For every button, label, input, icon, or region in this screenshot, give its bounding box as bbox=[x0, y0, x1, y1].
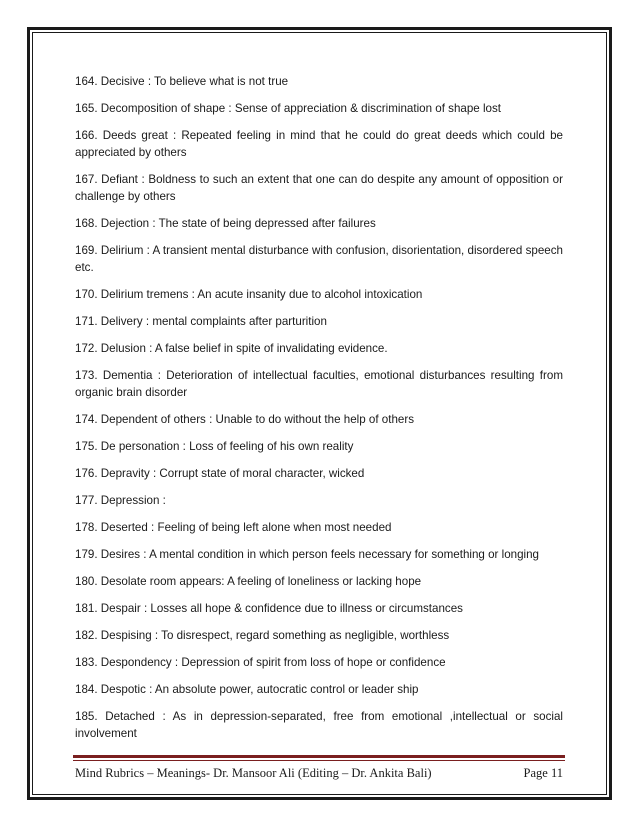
glossary-entry: 183. Despondency : Depression of spirit from loss of hope or confidence bbox=[75, 656, 446, 669]
glossary-entry: 165. Decomposition of shape : Sense of appreciation & discrimination of shape lost bbox=[75, 102, 501, 115]
glossary-entry: 167. Defiant : Boldness to such an extent that one can do despite any amount of opposition or challenge by others bbox=[75, 173, 563, 203]
glossary-entry: 168. Dejection : The state of being depressed after failures bbox=[75, 217, 376, 230]
glossary-entry: 173. Dementia : Deterioration of intellectual faculties, emotional disturbances resulting from organic brain disorder bbox=[75, 369, 563, 399]
glossary-entry: 164. Decisive : To believe what is not true bbox=[75, 75, 289, 88]
footer-rule bbox=[73, 755, 565, 758]
glossary-entry: 180. Desolate room appears: A feeling of loneliness or lacking hope bbox=[75, 575, 422, 588]
glossary-entry: 169. Delirium : A transient mental disturbance with confusion, disorientation, disordered speech etc. bbox=[75, 244, 563, 274]
footer-rule-thin bbox=[73, 760, 565, 761]
glossary-entry: 171. Delivery : mental complaints after parturition bbox=[75, 315, 327, 328]
glossary-entry: 178. Deserted : Feeling of being left alone when most needed bbox=[75, 521, 392, 534]
glossary-entry: 185. Detached : As in depression-separated, free from emotional ,intellectual or social involvement bbox=[75, 710, 563, 740]
glossary-entry: 166. Deeds great : Repeated feeling in mind that he could do great deeds which could be appreciated by others bbox=[75, 129, 563, 159]
footer-title: Mind Rubrics – Meanings- Dr. Mansoor Ali (Editing – Dr. Ankita Bali) bbox=[75, 766, 432, 780]
page-footer bbox=[75, 765, 563, 781]
page-number: Page 11 bbox=[523, 766, 563, 780]
glossary-entry: 170. Delirium tremens : An acute insanity due to alcohol intoxication bbox=[75, 288, 423, 301]
glossary-entry: 177. Depression : bbox=[75, 494, 166, 507]
glossary-entry: 174. Dependent of others : Unable to do without the help of others bbox=[75, 413, 415, 426]
glossary-entry: 184. Despotic : An absolute power, autocratic control or leader ship bbox=[75, 683, 419, 696]
glossary-entry: 172. Delusion : A false belief in spite of invalidating evidence. bbox=[75, 342, 388, 355]
glossary-entry: 182. Despising : To disrespect, regard something as negligible, worthless bbox=[75, 629, 450, 642]
glossary-entry: 176. Depravity : Corrupt state of moral character, wicked bbox=[75, 467, 365, 480]
glossary-entry: 175. De personation : Loss of feeling of his own reality bbox=[75, 440, 354, 453]
glossary-entry: 179. Desires : A mental condition in which person feels necessary for something or longing bbox=[75, 548, 540, 561]
glossary-list bbox=[75, 73, 563, 752]
glossary-entry: 181. Despair : Losses all hope & confidence due to illness or circumstances bbox=[75, 602, 463, 615]
